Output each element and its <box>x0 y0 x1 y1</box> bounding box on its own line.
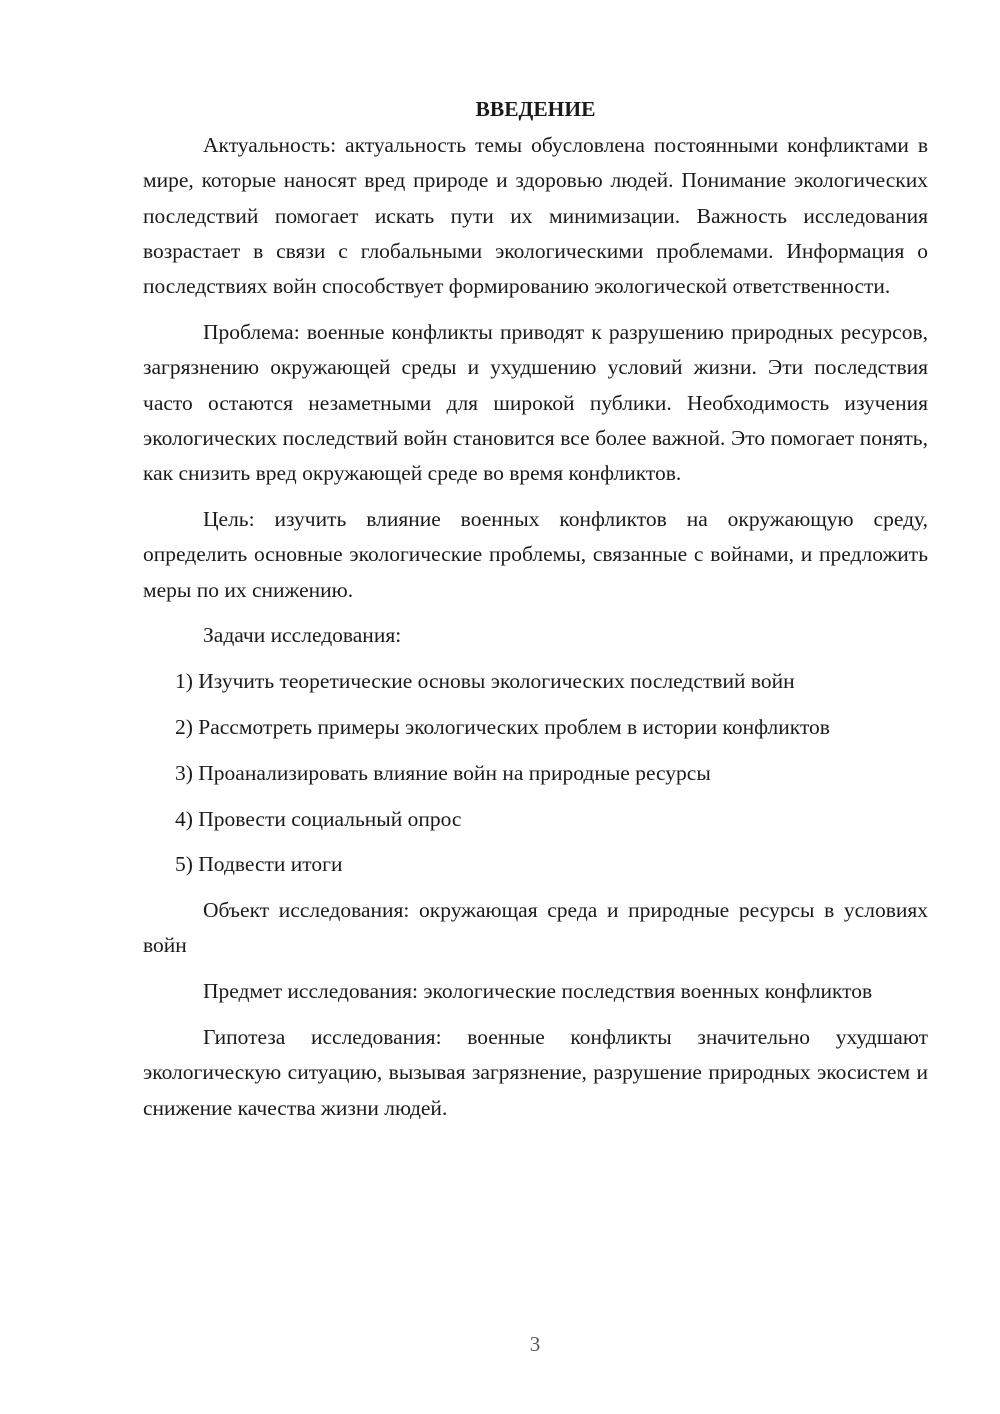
task-item-2: 2) Рассмотреть примеры экологических проблем в истории конфликтов <box>175 714 830 739</box>
task-item-3: 3) Проанализировать влияние войн на природные ресурсы <box>175 760 711 785</box>
relevance-paragraph: Актуальность: актуальность темы обусловлена постоянными конфликтами в мире, которые наносят вред природе и здоровью людей. Понимание экологических последствий помогает искать пути их минимизации. Важность исследования возрастает в связи с глобальными экологическими проблемами. Информация о последствиях войн способствует формированию экологической ответственности. <box>143 133 928 299</box>
goal-paragraph: Цель: изучить влияние военных конфликтов на окружающую среду, определить основные экологические проблемы, связанные с войнами, и предложить меры по их снижению. <box>143 506 928 602</box>
problem-paragraph: Проблема: военные конфликты приводят к разрушению природных ресурсов, загрязнению окружающей среды и ухудшению условий жизни. Эти последствия часто остаются незаметными для широкой публики. Необходимость изучения экологических последствий войн становится все более важной. Это помогает понять, как снизить вред окружающей среде во время конфликтов. <box>143 319 928 486</box>
subject-paragraph: Предмет исследования: экологические последствия военных конфликтов <box>203 979 873 1004</box>
task-item-4: 4) Провести социальный опрос <box>175 806 462 831</box>
task-item-5: 5) Подвести итоги <box>175 852 343 877</box>
page-number: 3 <box>529 1332 541 1356</box>
section-heading: ВВЕДЕНИЕ <box>475 97 596 121</box>
document-page <box>143 92 928 1136</box>
object-paragraph: Объект исследования: окружающая среда и природные ресурсы в условиях войн <box>143 898 928 958</box>
tasks-title: Задачи исследования: <box>203 623 402 648</box>
task-item-1: 1) Изучить теоретические основы экологических последствий войн <box>175 669 795 694</box>
hypothesis-paragraph: Гипотеза исследования: военные конфликты значительно ухудшают экологическую ситуацию, вызывая загрязнение, разрушение природных экосистем и снижение качества жизни людей. <box>143 1025 928 1120</box>
